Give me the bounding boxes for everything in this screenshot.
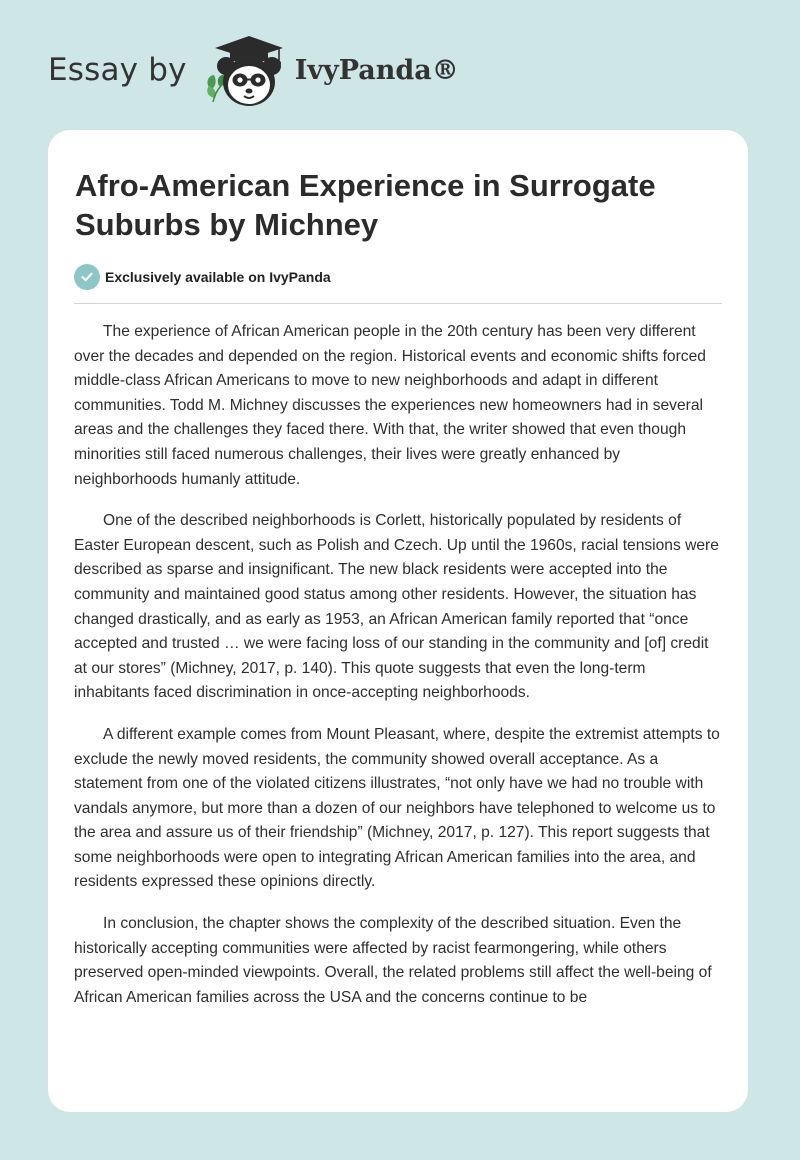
- paragraph: A different example comes from Mount Pleasant, where, despite the extremist attempts to exclude the newly moved residents, the community showed overall acceptance. As a statement from one of the violated citizens illustrates, “not only have we had no trouble with vandals anymore, but more than a dozen of our neighbors have telephoned to welcome us to the area and assure us of their friendship” (Michney, 2017, p. 127). This report suggests that some neighborhoods were open to integrating African American families into the area, and residents expressed these opinions directly.: [74, 725, 720, 891]
- essay-card: [48, 130, 748, 1112]
- site-brand[interactable]: [48, 28, 459, 112]
- essay-title: Afro-American Experience in Surrogate Suburbs by Michney: [75, 168, 656, 242]
- essay-body: [74, 320, 725, 1050]
- paragraph: The experience of African American people in the 20th century has been very different over the decades and depended on the region. Historical events and economic shifts forced middle-class African Americans to move to new neighborhoods and adapt in different communities. Todd M. Michney discusses the experiences new homeowners had in several areas and the challenges they faced there. With that, the writer showed that even though minorities still faced numerous challenges, their lives were greatly enhanced by neighborhoods humanly attitude.: [74, 323, 706, 488]
- paragraph: One of the described neighborhoods is Corlett, historically populated by residents of Easter European descent, such as Polish and Czech. Up until the 1960s, racial tensions were described as sparse and insignificant. The new black residents were accepted into the community and maintained good status among other residents. However, the situation has changed drastically, and as early as 1953, an African American family reported that “once accepted and trusted … we were facing loss of our standing in the community and [of] credit at our stores” (Michney, 2017, p. 140). This quote suggests that even the long-term inhabitants faced discrimination in once-accepting neighborhoods.: [74, 512, 719, 702]
- brand-prefix: Essay by: [48, 52, 187, 88]
- exclusive-badge: [74, 264, 331, 290]
- exclusive-badge-label: Exclusively available on IvyPanda: [105, 269, 331, 285]
- paragraph: In conclusion, the chapter shows the complexity of the described situation. Even the historically accepting communities were affected by racist fearmongering, while others preserved open-minded viewpoints. Overall, the related problems still affect the well-being of African American families across the USA and the concerns continue to be: [74, 915, 712, 1006]
- divider: [74, 303, 722, 304]
- check-icon: [74, 264, 100, 290]
- panda-logo-icon: [201, 28, 293, 112]
- brand-name: IvyPanda®: [294, 54, 459, 86]
